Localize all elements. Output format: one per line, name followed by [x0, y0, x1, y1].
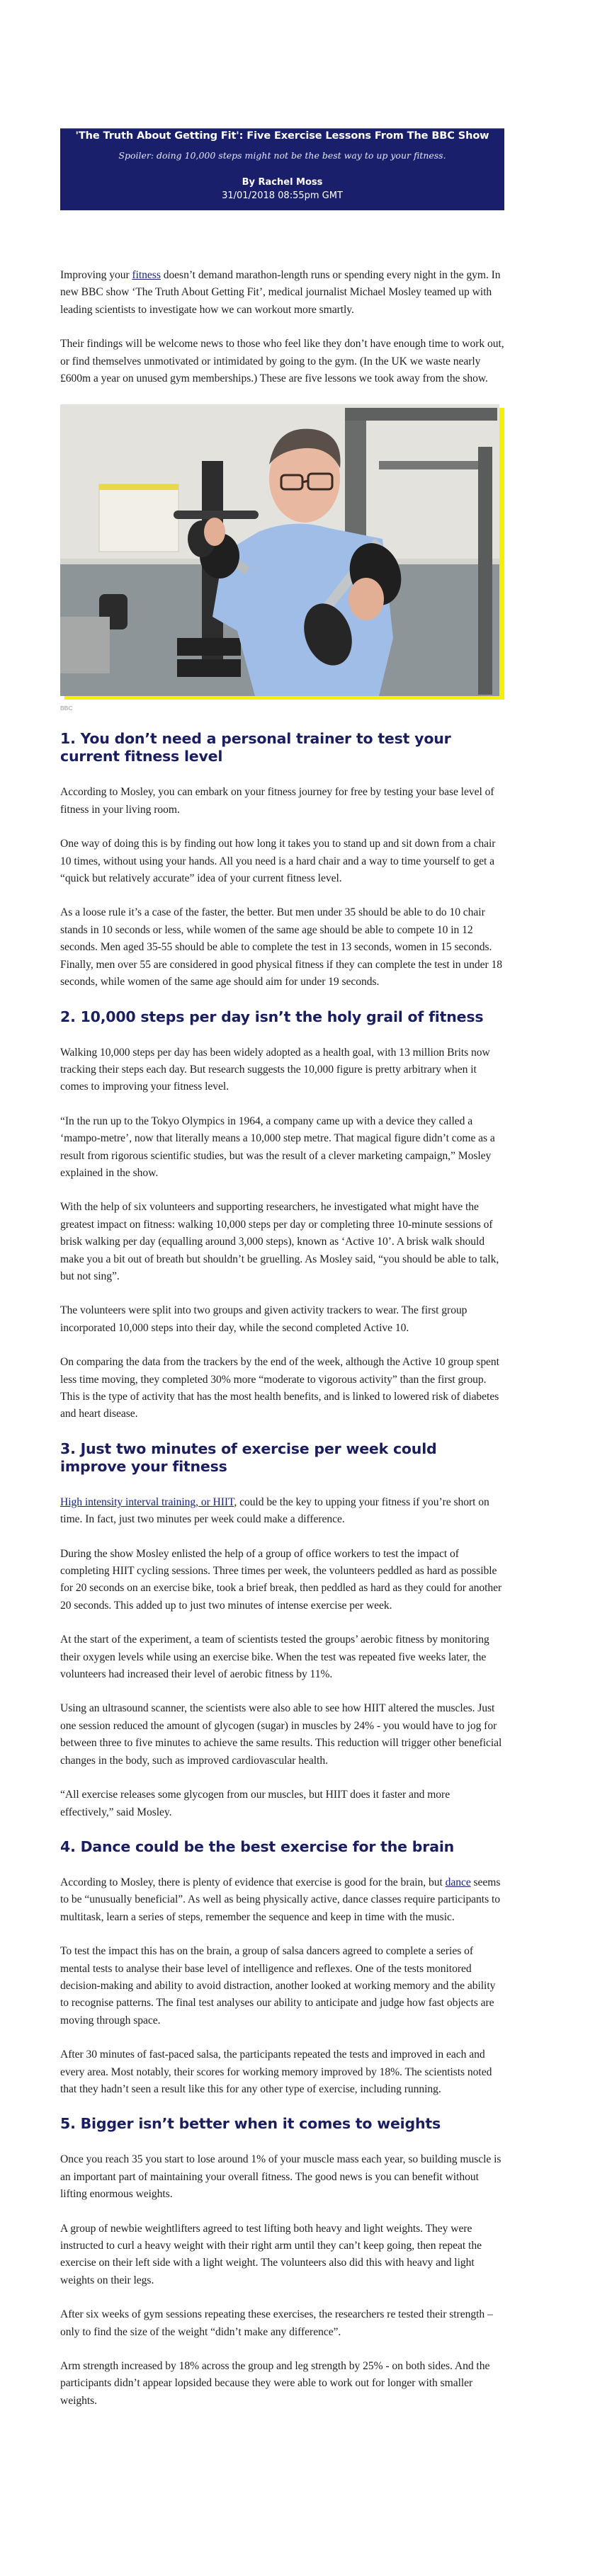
hiit-link[interactable]: High intensity interval training, or HIIT: [60, 1495, 234, 1508]
section-1-heading: 1. You don’t need a personal trainer to test your current fitness level: [60, 730, 451, 765]
section-4-heading: 4. Dance could be the best exercise for the brain: [60, 1837, 455, 1855]
article-figure: [60, 404, 499, 696]
section-2-paragraph: “In the run up to the Tokyo Olympics in 1964, a company came up with a device they called a ‘mampo-metre’, now that literally means a 10,000 step metre. That magical figure didn’t come as a result from rigorous scientific studies, but was the result of a clever marketing campaign,” Mosley explained in the show.: [60, 1115, 495, 1179]
section-1-paragraph: According to Mosley, you can embark on your fitness journey for free by testing your base level of fitness in your living room.: [60, 786, 494, 816]
section-3-paragraph: “All exercise releases some glycogen from our muscles, but HIIT does it faster and more effectively,” said Mosley.: [60, 1789, 450, 1818]
text-run: Improving your: [60, 269, 132, 281]
section-3-paragraph: During the show Mosley enlisted the help of a group of office workers to test the impact of completing HIIT cycling sessions. Three times per week, the volunteers peddled as hard as possible for 20 seconds on an exercise bike, took a brief break, then peddled as hard as they could for another 20 seconds. This added up to just two minutes of intense exercise per week.: [60, 1547, 502, 1612]
text-run: According to Mosley, there is plenty of evidence that exercise is good for the brain, but: [60, 1876, 446, 1888]
section-3-paragraph: [60, 1494, 504, 1529]
section-2-paragraph: The volunteers were split into two groups and given activity trackers to wear. The first group incorporated 10,000 steps into their day, while the second completed Active 10.: [60, 1304, 468, 1334]
section-5-paragraph: Once you reach 35 you start to lose around 1% of your muscle mass each year, so building muscle is an important part of maintaining your overall fitness. The good news is you can benefit without lifting enormous weights.: [60, 2153, 502, 2201]
section-2-heading: 2. 10,000 steps per day isn’t the holy grail of fitness: [60, 1008, 484, 1025]
gym-photo-illustration: [60, 404, 499, 696]
dance-link[interactable]: dance: [445, 1876, 471, 1888]
section-5-heading: 5. Bigger isn’t better when it comes to weights: [60, 2115, 441, 2133]
section-2-paragraph: With the help of six volunteers and supporting researchers, he investigated what might have the greatest impact on fitness: walking 10,000 steps per day or completing three 10-minute sessions of brisk walking per day (equalling around 3,000 steps), known as ‘Active 10’. A brisk walk should make you a bit out of breath but shouldn’t be gruelling. As Mosley said, “you should be able to talk, but not sing”.: [60, 1201, 499, 1282]
section-4-paragraph: To test the impact this has on the brain, a group of salsa dancers agreed to complete a series of mental tests to analyse their base level of intelligence and reflexes. One of the tests monitored decision-making and ability to avoid distraction, another looked at working memory and the ability to recognise patterns. The final test analyses our ability to anticipate and judge how fast objects are moving through space.: [60, 1945, 496, 2027]
intro-paragraph-2: Their findings will be welcome news to those who feel like they don’t have enough time to work out, or find themselves unmotivated or intimidated by going to the gym. (In the UK we waste nearly £600m a year on unused gym memberships.) These are five lessons we took away from the show.: [60, 338, 504, 385]
section-2-paragraph: On comparing the data from the trackers by the end of the week, although the Active 10 group spent less time moving, they completed 30% more “moderate to vigorous activity” than the first group. This is the type of activity that has the most health benefits, and is linked to lowered risk of diabetes and heart disease.: [60, 1356, 499, 1420]
article-header: [60, 128, 504, 210]
section-2-paragraph: Walking 10,000 steps per day has been widely adopted as a health goal, with 13 million Brits now tracking their steps each day. But research suggests the 10,000 figure is pretty arbitrary when it comes to improving your fitness level.: [60, 1046, 490, 1093]
text-run: seems to be “unusually beneficial”. As well as being physically active, dance classes require participants to multitask, learn a series of steps, remember the sequence and keep in time with the music.: [60, 1876, 501, 1923]
article-author: By Rachel Moss: [242, 177, 323, 188]
section-5-paragraph: Arm strength increased by 18% across the group and leg strength by 25% - on both sides. And the participants didn’t appear lopsided because they were able to work out for longer with smaller weights.: [60, 2360, 490, 2407]
article-body: [60, 267, 504, 2410]
article-title: 'The Truth About Getting Fit': Five Exercise Lessons From The BBC Show: [75, 130, 489, 142]
fitness-link[interactable]: fitness: [132, 269, 161, 281]
article-column: [60, 128, 504, 2427]
section-3-paragraph: Using an ultrasound scanner, the scientists were also able to see how HIIT altered the muscles. Just one session reduced the amount of glycogen (sugar) in muscles by 24% - you would have to jog for between three to five minutes to achieve the same results. This reduction will trigger other beneficial changes in the body, such as improved cardiovascular health.: [60, 1702, 502, 1767]
section-4-paragraph: After 30 minutes of fast-paced salsa, the participants repeated the tests and improved in each and every area. Most notably, their scores for working memory improved by 18%. The scientists noted that they hadn’t seen a result like this for any other type of exercise, including running.: [60, 2048, 492, 2095]
article-subtitle: Spoiler: doing 10,000 steps might not be the best way to up your fitness.: [118, 150, 446, 161]
article-date: 31/01/2018 08:55pm GMT: [222, 190, 343, 201]
section-3-heading: 3. Just two minutes of exercise per week could improve your fitness: [60, 1440, 437, 1475]
section-4-paragraph: [60, 1874, 504, 1926]
intro-paragraph-1: [60, 267, 504, 319]
text-run: , could be the key to upping your fitness if you’re short on time. In fact, just two minutes per week could make a difference.: [60, 1495, 489, 1526]
section-5-paragraph: A group of newbie weightlifters agreed to test lifting both heavy and light weights. They were instructed to curl a heavy weight with their right arm until they can’t keep going, then repeat the exercise on their left side with a light weight. The volunteers also did this with heavy and light weights on their legs.: [60, 2222, 482, 2286]
text-run: doesn’t demand marathon-length runs or spending every night in the gym. In new BBC show ‘The Truth About Getting Fit’, medical journalist Michael Mosley teamed up with leading scientists to investigate how we can workout more smartly.: [60, 269, 501, 316]
section-3-paragraph: At the start of the experiment, a team of scientists tested the groups’ aerobic fitness by monitoring their oxygen levels while using an exercise bike. When the test was repeated five weeks later, the volunteers had increased their level of aerobic fitness by 11%.: [60, 1634, 489, 1681]
gym-photo: [60, 404, 499, 696]
image-caption: BBC: [60, 705, 73, 712]
section-5-paragraph: After six weeks of gym sessions repeating these exercises, the researchers re tested their strength – only to find the size of the weight “didn’t make any difference”.: [60, 2308, 493, 2338]
section-1-paragraph: One way of doing this is by finding out how long it takes you to stand up and sit down from a chair 10 times, without using your hands. All you need is a hard chair and a way to time yourself to get a “quick but relatively accurate” idea of your current fitness level.: [60, 838, 496, 885]
section-1-paragraph: As a loose rule it’s a case of the faster, the better. But men under 35 should be able to do 10 chair stands in 10 seconds or less, while women of the same age should be able to compete 10 in 12 seconds. Men aged 35-55 should be able to complete the test in 13 seconds, women in 15 seconds. Finally, men over 55 are considered in good physical fitness if they can complete the test in under 18 seconds, while women of the same age should aim for under 19 seconds.: [60, 906, 502, 988]
